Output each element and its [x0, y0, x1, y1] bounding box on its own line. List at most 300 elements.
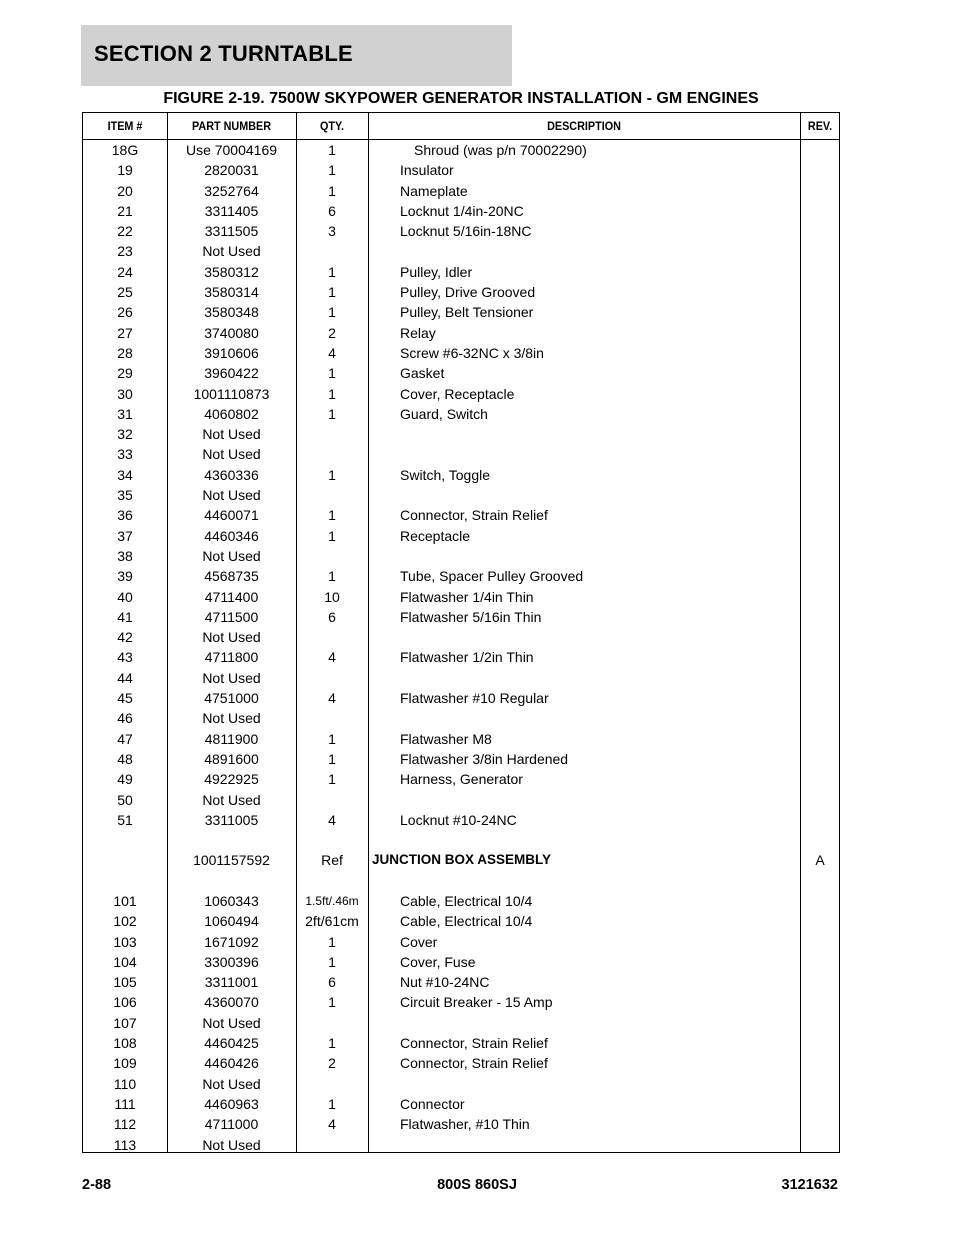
table-row: [83, 444, 839, 464]
quantity-cell: 2: [328, 1055, 336, 1072]
item-number-cell: 42: [117, 629, 133, 646]
item-number-cell: 23: [117, 243, 133, 260]
description-cell: [400, 424, 800, 444]
revision-cell: [800, 302, 840, 322]
item-number-cell: 29: [117, 365, 133, 382]
table-row: [83, 1135, 839, 1155]
item-number-cell: 41: [117, 608, 133, 625]
quantity-cell: 1: [328, 405, 336, 422]
part-number-cell: 1671092: [204, 933, 259, 950]
column-header-item: ITEM #: [107, 119, 143, 133]
part-number-cell: 4460963: [204, 1095, 259, 1112]
table-row: [83, 546, 839, 566]
part-number-cell: 3580312: [204, 263, 259, 280]
table-row: [83, 201, 839, 221]
quantity-cell: 1: [328, 507, 336, 524]
revision-cell: [800, 404, 840, 424]
quantity-cell: 1: [328, 365, 336, 382]
revision-cell: [800, 1053, 840, 1073]
item-number-cell: 28: [117, 344, 133, 361]
table-row: [83, 587, 839, 607]
revision-cell: [800, 911, 840, 931]
description-cell: Cable, Electrical 10/4: [400, 892, 533, 909]
item-number-cell: 18G: [111, 142, 139, 158]
description-cell: Locknut 1/4in-20NC: [400, 202, 524, 219]
item-number-cell: 44: [117, 669, 133, 686]
description-cell: Circuit Breaker - 15 Amp: [400, 994, 553, 1011]
part-number-cell: [167, 830, 296, 850]
description-cell: Shroud (was p/n 70002290): [414, 142, 587, 158]
table-row: [83, 1013, 839, 1033]
revision-cell: [800, 566, 840, 586]
revision-cell: [800, 282, 840, 302]
description-cell: Flatwasher 1/2in Thin: [400, 649, 534, 666]
part-number-cell: 4891600: [204, 750, 259, 767]
column-header-part-number: PART NUMBER: [191, 119, 272, 133]
part-number-cell: Not Used: [202, 426, 261, 443]
part-number-cell: Not Used: [202, 1075, 261, 1092]
description-cell: Flatwasher 3/8in Hardened: [400, 750, 569, 767]
item-number-cell: 49: [117, 771, 133, 788]
part-number-cell: 1060343: [204, 892, 259, 909]
item-number-cell: 43: [117, 649, 133, 666]
item-number-cell: 46: [117, 710, 133, 727]
description-cell: Connector, Strain Relief: [400, 507, 548, 524]
quantity-cell: 1: [328, 750, 336, 767]
part-number-cell: 4751000: [204, 690, 259, 707]
description-cell: Flatwasher, #10 Thin: [400, 1116, 530, 1133]
description-cell: Connector, Strain Relief: [400, 1055, 548, 1072]
table-row: [83, 769, 839, 789]
part-number-cell: 4360336: [204, 466, 259, 483]
description-cell: [400, 871, 800, 891]
revision-cell: [800, 546, 840, 566]
description-cell: [400, 790, 800, 810]
quantity-cell: 1.5ft/.46m: [305, 893, 359, 908]
parts-table: [82, 112, 840, 1153]
quantity-cell: 1: [328, 1035, 336, 1052]
part-number-cell: Use 70004169: [185, 142, 278, 158]
part-number-cell: Not Used: [202, 446, 261, 463]
revision-cell: [800, 181, 840, 201]
section-header: [81, 25, 512, 86]
description-cell: Guard, Switch: [400, 405, 488, 422]
figure-title: FIGURE 2-19. 7500W SKYPOWER GENERATOR INSTALLATION - GM ENGINES: [163, 90, 759, 107]
table-row: [83, 790, 839, 810]
description-cell: Cable, Electrical 10/4: [400, 913, 533, 930]
quantity-cell: [296, 708, 368, 728]
part-number-cell: 3300396: [204, 953, 259, 970]
item-number-cell: 35: [117, 487, 133, 504]
table-row: [83, 871, 839, 891]
table-row: [83, 992, 839, 1012]
description-cell: [400, 485, 800, 505]
item-number-cell: 104: [113, 953, 137, 970]
table-row: [83, 465, 839, 485]
table-row: [83, 566, 839, 586]
column-header-description: DESCRIPTION: [547, 119, 621, 133]
quantity-cell: Ref: [321, 852, 343, 869]
quantity-cell: 4: [328, 690, 336, 707]
revision-cell: [800, 526, 840, 546]
item-number-cell: 47: [117, 730, 133, 747]
item-number-cell: 112: [113, 1116, 137, 1133]
description-cell: Tube, Spacer Pulley Grooved: [400, 568, 584, 585]
item-number-cell: 48: [117, 750, 133, 767]
description-cell: Relay: [400, 324, 436, 341]
item-number-cell: 45: [117, 690, 133, 707]
revision-cell: [800, 729, 840, 749]
item-number-cell: 103: [113, 933, 137, 950]
item-number-cell: 20: [117, 182, 133, 199]
description-cell: [400, 668, 800, 688]
quantity-cell: 4: [328, 649, 336, 666]
revision-cell: [800, 871, 840, 891]
quantity-cell: 4: [328, 344, 336, 361]
table-row: [83, 343, 839, 363]
table-row: [83, 160, 839, 180]
quantity-cell: [296, 790, 368, 810]
table-row: [83, 181, 839, 201]
quantity-cell: 2ft/61cm: [305, 913, 359, 930]
item-number-cell: 40: [117, 588, 133, 605]
quantity-cell: [296, 1074, 368, 1094]
table-row: [83, 384, 839, 404]
item-number-cell: 26: [117, 304, 133, 321]
revision-cell: [800, 1013, 840, 1033]
revision-cell: [800, 769, 840, 789]
table-row: [83, 505, 839, 525]
part-number-cell: 1001110873: [193, 385, 270, 402]
part-number-cell: Not Used: [202, 1014, 261, 1031]
item-number-cell: 39: [117, 568, 133, 585]
table-row: [83, 972, 839, 992]
description-cell: Connector: [400, 1095, 465, 1112]
item-number-cell: 19: [117, 162, 133, 179]
part-number-cell: 2820031: [204, 162, 259, 179]
quantity-cell: 1: [328, 1095, 336, 1112]
part-number-cell: 4711400: [204, 588, 259, 605]
table-row: [83, 647, 839, 667]
part-number-cell: 1060494: [204, 913, 259, 930]
quantity-cell: 1: [328, 304, 336, 321]
item-number-cell: 102: [113, 913, 137, 930]
quantity-cell: 1: [328, 771, 336, 788]
description-cell: Gasket: [400, 365, 445, 382]
item-number-cell: 30: [117, 385, 133, 402]
description-cell: Connector, Strain Relief: [400, 1035, 548, 1052]
table-row: [83, 688, 839, 708]
description-cell: Nut #10-24NC: [400, 974, 490, 991]
description-cell: [400, 1135, 800, 1155]
part-number-cell: 3311405: [204, 202, 259, 219]
table-row: [83, 1114, 839, 1134]
part-number-cell: Not Used: [202, 710, 261, 727]
revision-cell: [800, 708, 840, 728]
part-number-cell: 4711500: [204, 608, 259, 625]
item-number-cell: 33: [117, 446, 133, 463]
revision-cell: [800, 1135, 840, 1155]
quantity-cell: 6: [328, 974, 336, 991]
revision-cell: [800, 688, 840, 708]
item-number-cell: 109: [113, 1055, 137, 1072]
quantity-cell: [296, 871, 368, 891]
description-cell: Flatwasher #10 Regular: [400, 690, 549, 707]
item-number-cell: 101: [113, 892, 137, 909]
part-number-cell: 3252764: [204, 182, 259, 199]
part-number-cell: Not Used: [202, 243, 261, 260]
part-number-cell: Not Used: [202, 547, 261, 564]
quantity-cell: [296, 830, 368, 850]
part-number-cell: 4060802: [204, 405, 259, 422]
item-number-cell: 111: [114, 1095, 136, 1112]
item-number-cell: 24: [117, 263, 133, 280]
quantity-cell: [296, 485, 368, 505]
revision-cell: [800, 607, 840, 627]
description-cell: [400, 1074, 800, 1094]
part-number-cell: 3580348: [204, 304, 259, 321]
table-row: [83, 424, 839, 444]
part-number-cell: 4460425: [204, 1035, 259, 1052]
table-row: [83, 302, 839, 322]
quantity-cell: [296, 546, 368, 566]
table-body: [83, 140, 839, 1155]
item-number-cell: 50: [117, 791, 133, 808]
description-cell: Screw #6-32NC x 3/8in: [400, 344, 544, 361]
quantity-cell: 2: [328, 324, 336, 341]
revision-cell: [800, 140, 840, 160]
table-row: [83, 891, 839, 911]
revision-cell: [800, 891, 840, 911]
item-number-cell: 32: [117, 426, 133, 443]
item-number-cell: 108: [113, 1035, 137, 1052]
revision-cell: [800, 932, 840, 952]
table-row: [83, 140, 839, 160]
section-title: SECTION 2 TURNTABLE: [94, 41, 353, 66]
table-row: [83, 749, 839, 769]
item-number-cell: 31: [117, 405, 133, 422]
quantity-cell: [296, 1135, 368, 1155]
revision-cell: [800, 1094, 840, 1114]
description-cell: [400, 830, 800, 850]
part-number-cell: 3740080: [204, 324, 259, 341]
item-number-cell: 22: [117, 223, 133, 240]
revision-cell: [800, 810, 840, 830]
description-cell: Locknut #10-24NC: [400, 811, 517, 828]
description-cell: [400, 241, 800, 261]
quantity-cell: 1: [328, 994, 336, 1011]
part-number-cell: Not Used: [202, 1136, 261, 1153]
quantity-cell: 1: [328, 162, 336, 179]
item-number-cell: 105: [113, 974, 137, 991]
description-cell: Insulator: [400, 162, 454, 179]
revision-cell: [800, 647, 840, 667]
part-number-cell: 1001157592: [193, 852, 270, 869]
table-row: [83, 830, 839, 850]
description-cell: Harness, Generator: [400, 771, 523, 788]
quantity-cell: [296, 627, 368, 647]
quantity-cell: 6: [328, 608, 336, 625]
description-cell: Cover, Fuse: [400, 953, 476, 970]
quantity-cell: 1: [328, 284, 336, 301]
item-number-cell: [83, 830, 167, 850]
description-cell: [400, 546, 800, 566]
revision-cell: [800, 262, 840, 282]
document-number: 3121632: [781, 1177, 838, 1193]
table-row: [83, 1053, 839, 1073]
table-row: [83, 911, 839, 931]
revision-cell: [800, 343, 840, 363]
item-number-cell: [83, 871, 167, 891]
part-number-cell: 4568735: [204, 568, 259, 585]
revision-cell: [800, 241, 840, 261]
description-cell: Locknut 5/16in-18NC: [400, 223, 532, 240]
table-row: [83, 952, 839, 972]
model-number: 800S 860SJ: [437, 1177, 517, 1193]
item-number-cell: 34: [117, 466, 133, 483]
table-row: [83, 526, 839, 546]
revision-cell: [800, 384, 840, 404]
part-number-cell: 3311005: [204, 811, 259, 828]
revision-cell: [800, 1114, 840, 1134]
quantity-cell: 1: [328, 953, 336, 970]
item-number-cell: 36: [117, 507, 133, 524]
description-cell: JUNCTION BOX ASSEMBLY: [372, 852, 552, 868]
revision-cell: [800, 465, 840, 485]
part-number-cell: 3311505: [204, 223, 259, 240]
quantity-cell: 1: [328, 466, 336, 483]
revision-cell: [800, 952, 840, 972]
item-number-cell: 110: [113, 1075, 137, 1092]
table-row: [83, 932, 839, 952]
table-row: [83, 1033, 839, 1053]
table-row: [83, 1094, 839, 1114]
quantity-cell: 1: [328, 527, 336, 544]
description-cell: Switch, Toggle: [400, 466, 491, 483]
revision-cell: [800, 363, 840, 383]
item-number-cell: 106: [113, 994, 137, 1011]
item-number-cell: [83, 850, 167, 870]
item-number-cell: 27: [117, 324, 133, 341]
description-cell: [400, 627, 800, 647]
revision-cell: [800, 972, 840, 992]
quantity-cell: 1: [328, 385, 336, 402]
item-number-cell: 113: [113, 1136, 137, 1153]
revision-cell: [800, 485, 840, 505]
description-cell: Flatwasher 1/4in Thin: [400, 588, 534, 605]
revision-cell: [800, 505, 840, 525]
table-row: [83, 485, 839, 505]
quantity-cell: 3: [328, 223, 336, 240]
part-number-cell: 4360070: [204, 994, 259, 1011]
quantity-cell: [296, 444, 368, 464]
revision-cell: [800, 790, 840, 810]
revision-cell: [800, 1074, 840, 1094]
part-number-cell: 4460346: [204, 527, 259, 544]
revision-cell: [800, 668, 840, 688]
table-row: [83, 708, 839, 728]
quantity-cell: 10: [324, 588, 340, 605]
part-number-cell: 4711000: [204, 1116, 259, 1133]
quantity-cell: 1: [328, 263, 336, 280]
description-cell: Pulley, Idler: [400, 263, 473, 280]
item-number-cell: 107: [113, 1014, 137, 1031]
table-row: [83, 607, 839, 627]
revision-cell: [800, 221, 840, 241]
column-header-qty: QTY.: [319, 119, 344, 133]
table-row: [83, 668, 839, 688]
item-number-cell: 25: [117, 284, 133, 301]
table-row: [83, 1074, 839, 1094]
revision-cell: [800, 201, 840, 221]
description-cell: [400, 444, 800, 464]
quantity-cell: [296, 424, 368, 444]
item-number-cell: 38: [117, 547, 133, 564]
table-row: [83, 241, 839, 261]
description-cell: Cover: [400, 933, 438, 950]
description-cell: Nameplate: [400, 182, 468, 199]
revision-cell: [800, 160, 840, 180]
revision-cell: [800, 587, 840, 607]
revision-cell: [800, 424, 840, 444]
part-number-cell: 4922925: [204, 771, 259, 788]
description-cell: Flatwasher 5/16in Thin: [400, 608, 542, 625]
description-cell: [400, 1013, 800, 1033]
table-row: [83, 221, 839, 241]
revision-cell: [800, 323, 840, 343]
part-number-cell: 3910606: [204, 344, 259, 361]
table-row: [83, 729, 839, 749]
quantity-cell: 6: [328, 202, 336, 219]
revision-cell: [800, 1033, 840, 1053]
table-row: [83, 282, 839, 302]
table-row: [83, 404, 839, 424]
description-cell: Flatwasher M8: [400, 730, 492, 747]
quantity-cell: [296, 241, 368, 261]
revision-cell: [800, 444, 840, 464]
part-number-cell: [167, 871, 296, 891]
table-row: [83, 323, 839, 343]
item-number-cell: 51: [117, 811, 133, 828]
quantity-cell: [296, 668, 368, 688]
part-number-cell: 3311001: [204, 974, 259, 991]
part-number-cell: 3580314: [204, 284, 259, 301]
item-number-cell: 21: [117, 202, 133, 219]
part-number-cell: Not Used: [202, 791, 261, 808]
revision-cell: [800, 749, 840, 769]
part-number-cell: Not Used: [202, 487, 261, 504]
revision-cell: [800, 830, 840, 850]
quantity-cell: 1: [328, 568, 336, 585]
description-cell: Pulley, Drive Grooved: [400, 284, 536, 301]
table-row: [83, 262, 839, 282]
revision-cell: [800, 992, 840, 1012]
table-row: [83, 850, 839, 870]
part-number-cell: 4460071: [204, 507, 259, 524]
table-row: [83, 627, 839, 647]
part-number-cell: Not Used: [202, 669, 261, 686]
part-number-cell: 4711800: [204, 649, 259, 666]
part-number-cell: 3960422: [204, 365, 259, 382]
description-cell: Receptacle: [400, 527, 471, 544]
quantity-cell: 1: [328, 730, 336, 747]
quantity-cell: 4: [328, 1116, 336, 1133]
table-row: [83, 810, 839, 830]
quantity-cell: 4: [328, 811, 336, 828]
column-header-rev: REV.: [807, 119, 833, 133]
quantity-cell: [296, 1013, 368, 1033]
description-cell: [400, 708, 800, 728]
